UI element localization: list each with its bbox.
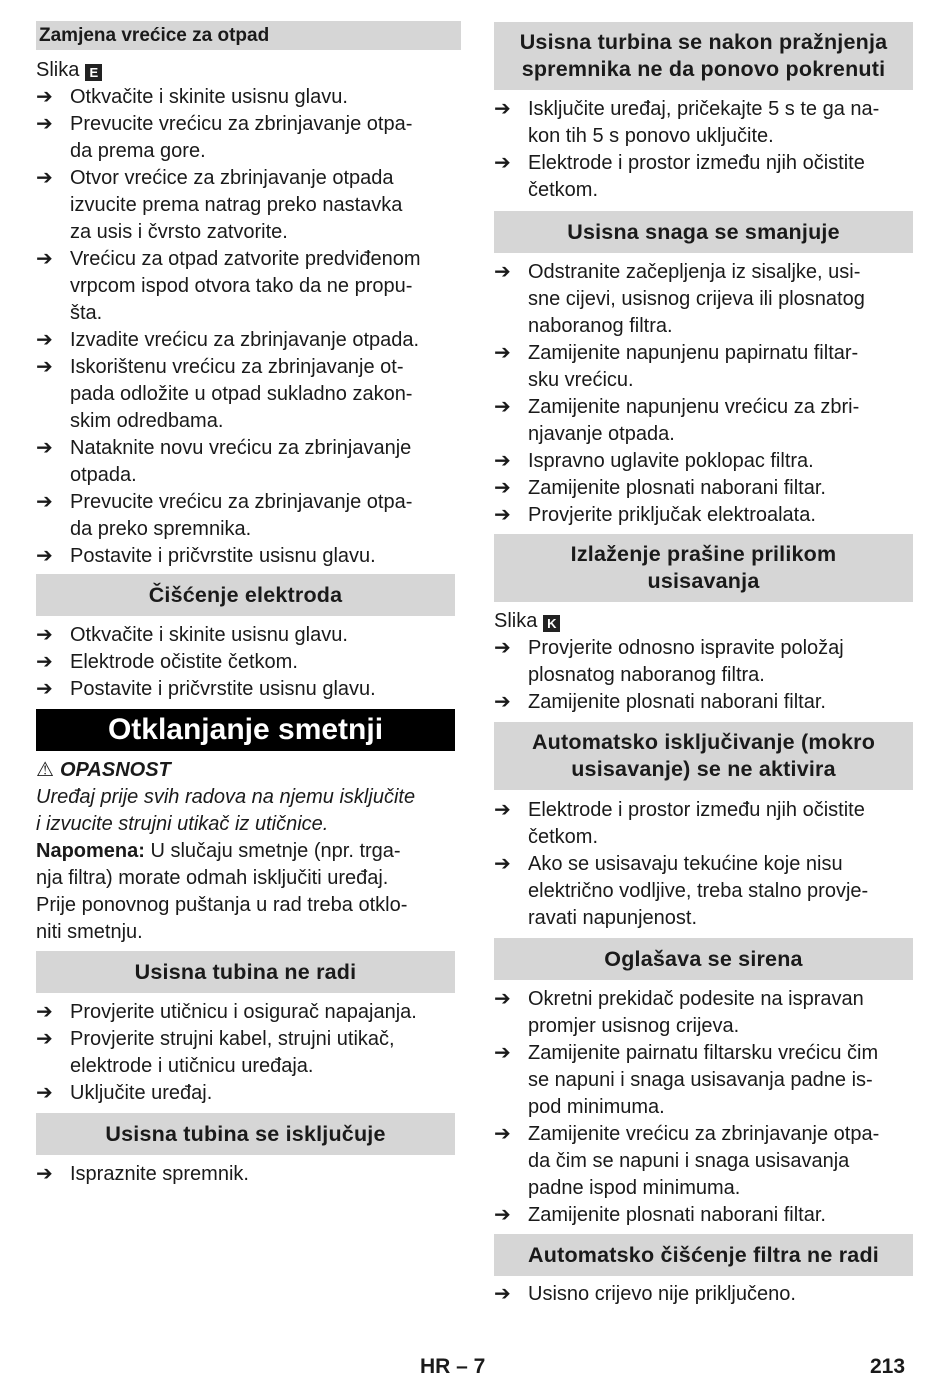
- list-item: [36, 354, 455, 435]
- list-item: [494, 1281, 913, 1308]
- arrow-right-icon: ➔: [36, 86, 53, 108]
- list-item-text: Usisno crijevo nije priključeno.: [528, 1283, 796, 1305]
- list-item-text: Izvadite vrećicu za zbrinjavanje otpada.: [70, 329, 420, 351]
- list-item-text: Postavite i pričvrstite usisnu glavu.: [70, 678, 376, 700]
- heading-text: Čišćenje elektroda: [148, 582, 343, 607]
- list-item-text: Uključite uređaj.: [70, 1082, 213, 1104]
- arrow-right-icon: ➔: [36, 1163, 53, 1185]
- main-title: Otklanjanje smetnji: [36, 709, 455, 751]
- warning-title: [36, 757, 455, 784]
- list-item: [494, 475, 913, 502]
- heading-turbine-restart: [494, 22, 913, 90]
- list-item-text: Elektrode i prostor između njih očistite četkom.: [528, 799, 865, 848]
- note-text: U slučaju smetnje (npr. trga- nja filtra) morate odmah isključiti uređaj. Prije ponovnog puštanja u rad treba otklo- niti smetnju.: [36, 840, 408, 943]
- list-item-text: Provjerite priključak elektroalata.: [528, 504, 816, 526]
- heading-text: Usisna snaga se smanjuje: [567, 219, 840, 244]
- heading-auto-shutoff: [494, 722, 913, 790]
- note-label: Napomena:: [36, 840, 145, 862]
- list-item-text: Okretni prekidač podesite na ispravan promjer usisnog crijeva.: [528, 988, 864, 1037]
- heading-text: Automatsko čišćenje filtra ne radi: [528, 1242, 879, 1267]
- arrow-right-icon: ➔: [494, 1042, 511, 1064]
- arrow-right-icon: ➔: [494, 1123, 511, 1145]
- list-item-text: Otkvačite i skinite usisnu glavu.: [70, 86, 348, 108]
- heading-line-1: Usisna turbina se nakon pražnjenja: [519, 30, 888, 54]
- list-item: [494, 851, 913, 932]
- list-item-text: Prevucite vrećicu za zbrinjavanje otpa- da prema gore.: [70, 113, 413, 162]
- arrow-right-icon: ➔: [36, 329, 53, 351]
- figure-ref-k: [494, 608, 913, 635]
- arrow-right-icon: ➔: [36, 437, 53, 459]
- list-item-text: Odstranite začepljenja iz sisaljke, usi- sne cijevi, usisnog crijeva ili plosnatog naboranog filtra.: [528, 261, 865, 337]
- arrow-right-icon: ➔: [494, 853, 511, 875]
- list-item-text: Zamijenite vrećicu za zbrinjavanje otpa- da čim se napuni i snaga usisavanja padne ispod minimuma.: [528, 1123, 880, 1199]
- heading-line-2: usisavanja: [647, 569, 760, 593]
- list-suction-power: [494, 259, 913, 529]
- list-item: [494, 635, 913, 689]
- arrow-right-icon: ➔: [494, 98, 511, 120]
- list-item-text: Vrećicu za otpad zatvorite predviđenom vrpcom ispod otvora tako da ne propu- šta.: [70, 248, 421, 324]
- footer-section-label: HR – 7: [420, 1355, 486, 1378]
- list-item-text: Zamijenite plosnati naborani filtar.: [528, 1204, 826, 1226]
- warning-label: OPASNOST: [60, 759, 171, 781]
- heading-auto-filter-cleaning: [494, 1234, 913, 1276]
- list-turbine-not-working: [36, 999, 455, 1107]
- list-item: [36, 543, 455, 570]
- list-item: [494, 340, 913, 394]
- list-item: [494, 797, 913, 851]
- list-turbine-switches-off: [36, 1161, 455, 1188]
- arrow-right-icon: ➔: [494, 1283, 511, 1305]
- list-item-text: Ispravno uglavite poklopac filtra.: [528, 450, 814, 472]
- list-item-text: Iskorištenu vrećicu za zbrinjavanje ot- pada odložite u otpad sukladno zakon- skim odredbama.: [70, 356, 413, 432]
- arrow-right-icon: ➔: [36, 491, 53, 513]
- list-item: [494, 986, 913, 1040]
- list-item: [36, 165, 455, 246]
- list-item-text: Zamijenite pairnatu filtarsku vrećicu čim se napuni i snaga usisavanja padne is- pod minimuma.: [528, 1042, 879, 1118]
- list-item: [494, 1040, 913, 1121]
- list-item: [36, 999, 455, 1026]
- heading-waste-bag: Zamjena vrećice za otpad: [36, 21, 461, 50]
- list-item-text: Isključite uređaj, pričekajte 5 s te ga na- kon tih 5 s ponovo uključite.: [528, 98, 880, 147]
- warning-text: Uređaj prije svih radova na njemu isključite i izvucite strujni utikač iz utičnice.: [36, 786, 416, 835]
- arrow-right-icon: ➔: [36, 678, 53, 700]
- list-item: [36, 1080, 455, 1107]
- arrow-right-icon: ➔: [36, 651, 53, 673]
- heading-turbine-switches-off: [36, 1113, 455, 1155]
- list-item-text: Nataknite novu vrećicu za zbrinjavanje otpada.: [70, 437, 412, 486]
- list-item: [36, 489, 455, 543]
- list-electrode-cleaning: [36, 622, 455, 703]
- list-item-text: Elektrode i prostor između njih očistite četkom.: [528, 152, 865, 201]
- list-item-text: Provjerite strujni kabel, strujni utikač, elektrode i utičnicu uređaja.: [70, 1028, 395, 1077]
- list-item-text: Zamijenite plosnati naborani filtar.: [528, 691, 826, 713]
- list-item: [36, 649, 455, 676]
- heading-line-1: Automatsko isključivanje (mokro: [531, 730, 876, 754]
- arrow-right-icon: ➔: [36, 545, 53, 567]
- list-item: [36, 435, 455, 489]
- list-siren: [494, 986, 913, 1229]
- list-waste-bag: [36, 84, 455, 570]
- list-item-text: Zamijenite plosnati naborani filtar.: [528, 477, 826, 499]
- list-item: [494, 394, 913, 448]
- arrow-right-icon: ➔: [494, 261, 511, 283]
- list-item-text: Elektrode očistite četkom.: [70, 651, 298, 673]
- heading-text: Usisna tubina ne radi: [134, 959, 357, 984]
- arrow-right-icon: ➔: [36, 1028, 53, 1050]
- list-item-text: Ispraznite spremnik.: [70, 1163, 249, 1185]
- heading-line-1: Izlaženje prašine prilikom: [570, 542, 837, 566]
- arrow-right-icon: ➔: [36, 1001, 53, 1023]
- heading-text: Oglašava se sirena: [604, 946, 803, 971]
- list-item: [36, 622, 455, 649]
- heading-electrode-cleaning: [36, 574, 455, 616]
- list-item: [494, 150, 913, 204]
- figure-letter-box: K: [543, 615, 560, 632]
- list-item: [36, 1161, 455, 1188]
- arrow-right-icon: ➔: [494, 637, 511, 659]
- list-item: [494, 1121, 913, 1202]
- heading-text: Usisna tubina se isključuje: [105, 1121, 386, 1146]
- figure-ref-e: [36, 57, 455, 84]
- arrow-right-icon: ➔: [36, 1082, 53, 1104]
- list-item-text: Otkvačite i skinite usisnu glavu.: [70, 624, 348, 646]
- arrow-right-icon: ➔: [494, 504, 511, 526]
- note-paragraph: [36, 838, 455, 946]
- list-turbine-restart: [494, 96, 913, 204]
- list-item-text: Provjerite utičnicu i osigurač napajanja.: [70, 1001, 417, 1023]
- arrow-right-icon: ➔: [494, 691, 511, 713]
- list-dust-escape: [494, 635, 913, 716]
- arrow-right-icon: ➔: [494, 152, 511, 174]
- warning-triangle-icon: ⚠: [36, 759, 54, 781]
- arrow-right-icon: ➔: [494, 1204, 511, 1226]
- heading-line-2: usisavanje) se ne aktivira: [571, 757, 836, 781]
- list-item: [36, 246, 455, 327]
- arrow-right-icon: ➔: [494, 988, 511, 1010]
- list-auto-shutoff: [494, 797, 913, 932]
- heading-suction-power: [494, 211, 913, 253]
- list-item-text: Ako se usisavaju tekućine koje nisu električno vodljive, treba stalno provje- ravati napunjenost.: [528, 853, 869, 929]
- list-item-text: Otvor vrećice za zbrinjavanje otpada izvucite prema natrag preko nastavka za usis i čvrsto zatvorite.: [70, 167, 403, 243]
- arrow-right-icon: ➔: [494, 477, 511, 499]
- list-item-text: Zamijenite napunjenu papirnatu filtar- sku vrećicu.: [528, 342, 859, 391]
- list-item: [494, 96, 913, 150]
- heading-line-2: spremnika ne da ponovo pokrenuti: [521, 57, 886, 81]
- list-item: [36, 84, 455, 111]
- arrow-right-icon: ➔: [36, 248, 53, 270]
- list-item: [36, 327, 455, 354]
- arrow-right-icon: ➔: [494, 342, 511, 364]
- list-item: [36, 111, 455, 165]
- list-item: [494, 1202, 913, 1229]
- arrow-right-icon: ➔: [36, 624, 53, 646]
- list-item: [494, 502, 913, 529]
- arrow-right-icon: ➔: [36, 167, 53, 189]
- list-item: [494, 448, 913, 475]
- list-item: [494, 259, 913, 340]
- arrow-right-icon: ➔: [36, 356, 53, 378]
- arrow-right-icon: ➔: [494, 799, 511, 821]
- list-item-text: Postavite i pričvrstite usisnu glavu.: [70, 545, 376, 567]
- figure-letter-box: E: [85, 64, 102, 81]
- arrow-right-icon: ➔: [494, 396, 511, 418]
- list-item-text: Provjerite odnosno ispravite položaj plosnatog naboranog filtra.: [528, 637, 844, 686]
- heading-turbine-not-working: [36, 951, 455, 993]
- list-item-text: Zamijenite napunjenu vrećicu za zbri- njavanje otpada.: [528, 396, 860, 445]
- list-item-text: Prevucite vrećicu za zbrinjavanje otpa- da preko spremnika.: [70, 491, 413, 540]
- figure-label: Slika: [494, 610, 538, 632]
- list-item: [36, 676, 455, 703]
- arrow-right-icon: ➔: [36, 113, 53, 135]
- list-item: [36, 1026, 455, 1080]
- list-item: [494, 689, 913, 716]
- heading-dust-escape: [494, 534, 913, 602]
- list-auto-filter-cleaning: [494, 1281, 913, 1308]
- figure-label: Slika: [36, 59, 80, 81]
- heading-siren: [494, 938, 913, 980]
- page-number: 213: [870, 1355, 906, 1378]
- arrow-right-icon: ➔: [494, 450, 511, 472]
